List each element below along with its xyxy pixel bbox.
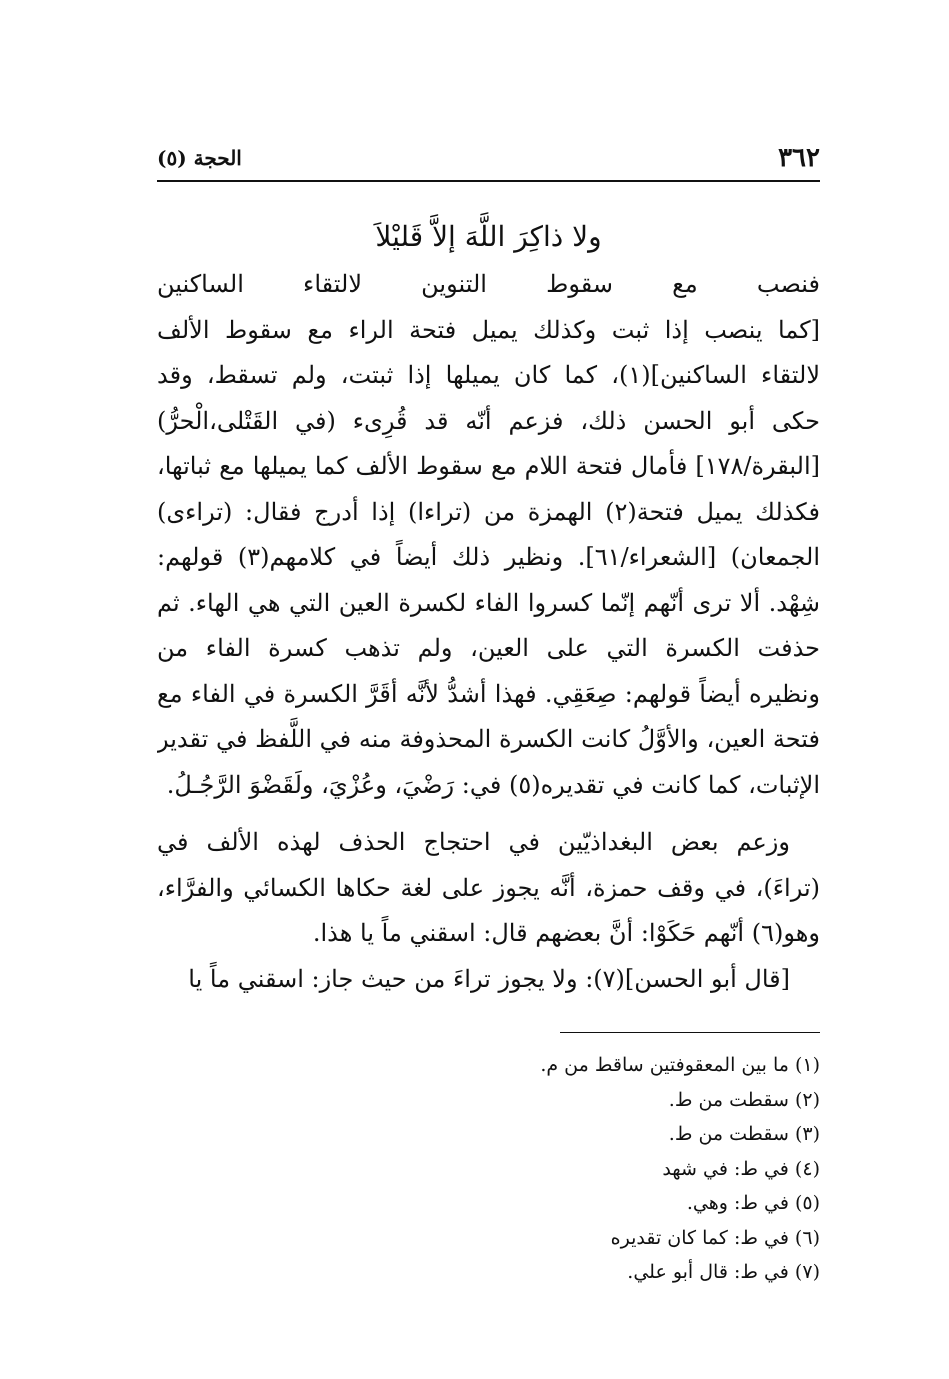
footnotes bbox=[157, 1048, 820, 1290]
header-rule bbox=[157, 180, 820, 182]
body-line-6: فكذلك يميل فتحة(٢) الهمزة من (تراءا) إذا أدرج فقال: (تراءى) bbox=[157, 497, 820, 526]
footnote-5: (٥) في ط: وهي. bbox=[686, 1192, 820, 1214]
paragraph-gap bbox=[157, 808, 820, 820]
body-line-8: شِهْد. ألا ترى أنّهم إنّما كسروا الفاء لكسرة العين التي هي الهاء. ثم bbox=[157, 588, 820, 617]
body-line-14: (تراءَ)، في وقف حمزة، أنَّه يجوز على لغة حكاها الكسائي والفرَّاء، bbox=[157, 873, 820, 902]
body-line-9: حذفت الكسرة التي على العين، ولم تذهب كسرة الفاء من bbox=[157, 634, 820, 662]
body-line-11: فتحة العين، والأوَّلُ كانت الكسرة المحذوفة منه في اللَّفظ في تقدير bbox=[157, 725, 820, 753]
body-line-2: [كما ينصب إذا ثبت وكذلك يميل فتحة الراء مع سقوط الألف bbox=[157, 315, 820, 344]
footnote-rule bbox=[560, 1032, 820, 1033]
footnote-1: (١) ما بين المعقوفتين ساقط من م. bbox=[540, 1054, 820, 1076]
body-line-12: الإثبات، كما كانت في تقديره(٥) في: رَضْيَ، وعُزْيَ، ولَقَضْوَ الرَّجُـلُ. bbox=[166, 770, 820, 799]
body-line-16: [قال أبو الحسن](٧): ولا يجوز تراءَ من حيث جاز: اسقني ماً يا bbox=[188, 964, 790, 993]
body-line-10: ونظيره أيضاً قولهم: صِعَقِي. فهذا أشدُّ لأنَّه أقَرَّ الكسرة في الفاء مع bbox=[157, 679, 820, 708]
body-line-3: لالتقاء الساكنين](١)، كما كان يميلها إذا ثبتت، ولم تسقط، وقد bbox=[157, 361, 820, 389]
body-line-4: حكى أبو الحسن ذلك، فزعم أنّه قد قُرِىء (في القَتْلى،الْحرُّ) bbox=[157, 406, 820, 435]
body-line-7: الجمعان) [الشعراء/٦١]. ونظير ذلك أيضاً في كلامهم(٣) قولهم: bbox=[157, 543, 820, 571]
body-line-13: وزعم بعض البغداذيّين في احتجاج الحذف لهذه الألف في bbox=[157, 828, 790, 856]
body-line-1: فنصب مع سقوط التنوين لالتقاء الساكنين bbox=[157, 270, 820, 298]
body-line-5: [البقرة/١٧٨] فأمال فتحة اللام مع سقوط الألف كما يميلها مع ثباتها، bbox=[157, 452, 820, 480]
footnote-6: (٦) في ط: كما كان تقديره bbox=[610, 1226, 820, 1249]
footnote-2: (٢) سقطت من ط. bbox=[668, 1088, 820, 1111]
verse-line: ولا ذاكِرَ اللَّهَ إلاَّ قَليْلاَ bbox=[375, 220, 602, 253]
footnote-4: (٤) في ط: في شهد bbox=[662, 1157, 820, 1180]
body-text bbox=[157, 262, 820, 1002]
footnote-7: (٧) في ط: قال أبو علي. bbox=[627, 1261, 820, 1283]
page-number: ٣٦٢ bbox=[778, 143, 820, 173]
page-header bbox=[157, 138, 820, 178]
running-title: الحجة (٥) bbox=[157, 146, 242, 170]
footnote-3: (٣) سقطت من ط. bbox=[668, 1123, 820, 1145]
body-line-15: وهو(٦) أنّهم حَكَوْا: أنَّ بعضهم قال: اسقني ماً يا هذا. bbox=[312, 919, 820, 947]
